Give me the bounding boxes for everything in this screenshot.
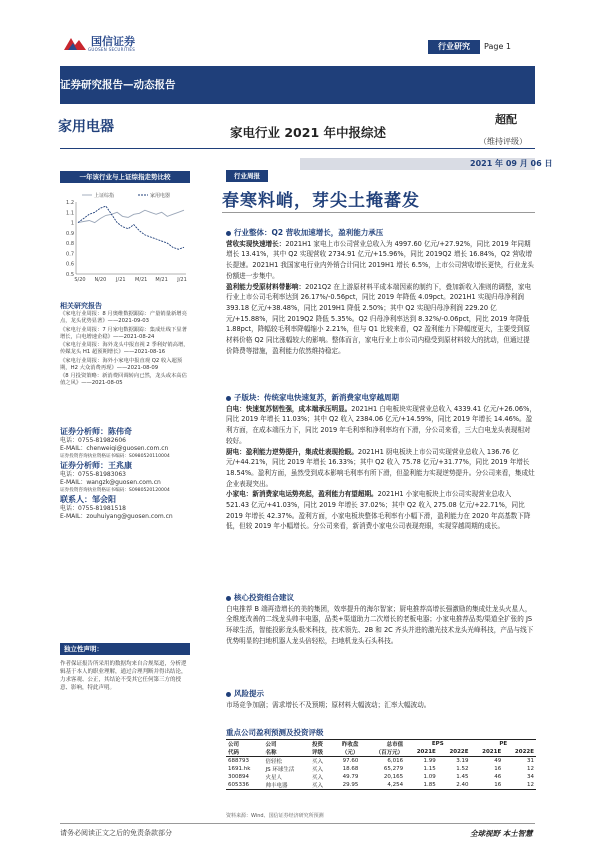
- cell: 买入: [310, 781, 331, 790]
- contact-phone: 电话：0755-81981518: [60, 505, 126, 512]
- x-tick-label: J/21: [116, 277, 126, 283]
- related-list: [60, 311, 192, 389]
- table-header: （元）: [331, 748, 360, 757]
- table-source: 资料来源：Wind、国信证券经济研究所预测: [226, 813, 324, 819]
- independence-title: 独立性声明：: [60, 643, 190, 655]
- table-header: 2021E: [471, 748, 504, 757]
- bullet-icon: [226, 692, 231, 697]
- para-lead: 盈利能力受原材料带影响：: [226, 282, 306, 291]
- cell: 65,279: [383, 766, 404, 773]
- table-header: 2022E: [503, 748, 536, 757]
- slogan: 全球视野 本土智慧: [470, 829, 533, 838]
- analyst-label: 证券分析师：: [60, 461, 108, 470]
- related-item[interactable]: 《家电行业周报：7 月家电数据跟踪：集成灶线下显著增长，白电增速企稳》——2021-08-24: [60, 326, 187, 340]
- logo-en: GUOSEN SECURITIES: [88, 47, 136, 52]
- cell: 605336: [226, 781, 263, 790]
- bullet-icon: [226, 596, 231, 601]
- table-row: [226, 773, 536, 781]
- contact-name: 邹会阳: [92, 495, 116, 504]
- table-header: PE: [471, 740, 536, 749]
- section-title: 风险提示: [234, 689, 264, 698]
- analyst-email[interactable]: E-MAIL：wangzk@guosen.com.cn: [60, 479, 161, 486]
- cell: 49: [494, 758, 502, 764]
- analyst-name: 王兆康: [108, 461, 132, 470]
- cell: 1.15: [423, 766, 436, 773]
- table-header: 公司: [226, 740, 263, 749]
- paragraph: 市场竞争加剧；需求增长不及预期；原材料大幅波动；汇率大幅波动。: [226, 700, 431, 709]
- table-header: 名称: [263, 748, 310, 757]
- analyst-email[interactable]: E-MAIL：chenweiqi@guosen.com.cn: [60, 445, 169, 452]
- section-overall: [226, 228, 536, 356]
- cell: 买入: [312, 759, 324, 765]
- cell: 12: [503, 781, 536, 790]
- guosen-logo-icon: [62, 36, 88, 52]
- y-tick-label: 0.8: [66, 241, 74, 248]
- cell: 1.52: [456, 766, 469, 773]
- cell: 1.99: [423, 758, 436, 764]
- para-lead: 白电：快速复苏韧性强，成本端承压明显。: [226, 404, 352, 413]
- y-tick-label: 1: [70, 220, 74, 227]
- contact-email[interactable]: E-MAIL：zouhuiyang@guosen.com.cn: [60, 513, 173, 520]
- paragraph: 白电推荐 B 端再造增长的美的集团，效率提升的海尔智家；厨电推荐高增长强激励的集成灶龙头火星人，全维度改善的二线龙头帅丰电器，品类+渠道助力二次增长的老板电器；小家电推荐品类/渠道全扩张的 JS 环球生活，智能投影龙头极米科技，技术领先、2B 和 2C 齐头并进的激光技术龙头光峰科技，产品与线下优势明显的扫地机器人龙头倍轻松，扫地机龙头石头科技。: [226, 604, 534, 645]
- bullet-icon: [226, 396, 231, 401]
- contact-label: 联系人：: [60, 495, 92, 504]
- cell: 2.40: [438, 781, 471, 790]
- disclaimer-note: 请务必阅读正文之后的免责条款部分: [60, 829, 172, 837]
- section-title: 核心投资组合建议: [234, 593, 294, 602]
- cell: 16: [494, 766, 502, 773]
- table-header: 代码: [226, 748, 263, 757]
- y-tick-label: 1.1: [66, 210, 74, 217]
- table-header: 评级: [310, 748, 331, 757]
- analyst-name: 陈伟奇: [108, 427, 132, 436]
- related-item[interactable]: 《家电行业周报：海外小家电中报直观 Q2 收入超预期，H2 大众消费再现》——2021-08-09: [60, 357, 183, 371]
- section-subsectors: [226, 393, 536, 532]
- cell: 18.68: [342, 766, 359, 773]
- brand-logo: [62, 34, 152, 54]
- cell: 49.79: [342, 774, 359, 781]
- cell: 1.85: [405, 781, 438, 790]
- para-lead: 厨电：盈利能力逆势提升，集成灶表现抢眼。: [226, 447, 358, 456]
- cell: 6,016: [387, 758, 404, 764]
- legend-label: 上证综指: [94, 193, 115, 199]
- bullet-icon: [226, 231, 231, 236]
- rating: 超配: [495, 113, 517, 126]
- forecast-table: [226, 739, 536, 790]
- legend-label: 家用电器: [150, 193, 171, 199]
- page-number: Page 1: [484, 42, 511, 51]
- cell: 火星人: [265, 775, 282, 782]
- cell: 买入: [312, 775, 324, 782]
- related-item[interactable]: 《8 月投资策略：新消费回调转向已然，龙头或本高估值之风》——2021-08-05: [60, 373, 187, 386]
- y-tick-label: 0.9: [66, 230, 74, 237]
- table-header: 投资: [310, 740, 331, 749]
- cell: 倍轻松: [265, 759, 282, 765]
- independence-text: 作者保证报告所采用的数据均来自合规渠道，分析逻辑基于本人的职业理解，通过合理判断并得出结论，力求客观、公正，其结论不受其它任何第三方的授意、影响，特此声明。: [60, 661, 187, 691]
- cell: 688793: [228, 758, 249, 764]
- table-row: [226, 757, 536, 766]
- report-type-tag: 行业研究: [428, 40, 480, 54]
- x-tick-label: J/21: [177, 277, 187, 283]
- para-lead: 小家电：新消费家电运势亮起，盈利能力有望超期。: [226, 490, 378, 499]
- cell: 29.95: [331, 781, 360, 790]
- cell: 46: [494, 774, 502, 781]
- related-item[interactable]: 《家电行业周报：海外龙头中报直视 2 季利好销高增，传媒龙头 H1 超预期增长》——2021-08-16: [60, 342, 189, 355]
- x-tick-label: M/21: [155, 277, 168, 283]
- cell: 1.09: [423, 774, 436, 781]
- related-title: 相关研究报告: [60, 302, 102, 310]
- analyst-block: [60, 428, 192, 461]
- y-tick-label: 0.6: [66, 261, 74, 268]
- table-header: 2022E: [438, 748, 471, 757]
- weekly-tag: 行业周报: [226, 170, 268, 182]
- x-tick-label: M/21: [135, 277, 148, 283]
- trend-chart-svg: [60, 188, 190, 288]
- cell: 20,165: [383, 774, 404, 781]
- analyst-cert: 证券投资咨询执业资格证书编码：S0980520120004: [60, 488, 170, 493]
- analyst-phone: 电话：0755-81983063: [60, 471, 126, 478]
- table-title: 重点公司盈利预测及投资评级: [226, 728, 324, 737]
- cell: 1.45: [456, 774, 469, 781]
- contact-block: [60, 496, 192, 521]
- cell: 300894: [228, 774, 249, 781]
- x-tick-label: S/20: [74, 277, 86, 283]
- analyst-label: 证券分析师：: [60, 427, 108, 436]
- cell: 12: [527, 766, 534, 773]
- analyst-block: [60, 462, 192, 495]
- table-header: 公司: [263, 740, 310, 749]
- analyst-cert: 证券投资咨询执业资格证书编码：S0980520110004: [60, 454, 170, 459]
- related-item[interactable]: 《家电行业周报：8 月奥维数据跟踪：产量销量新增亮点，龙头优势显著》——2021-09-03: [60, 311, 187, 324]
- table-header: 总市值: [360, 740, 405, 749]
- section-portfolio: [226, 593, 536, 647]
- cell: 16: [471, 781, 504, 790]
- paragraph: 2021H1 家电上市公司营业总收入为 4997.60 亿元/+27.92%，同比 2019 年同期增长 13.41%，其中 Q2 实现营收 2734.91 亿元/+15.96%，同比 2019Q2 增长 16.84%，Q2 营收增长提速。2021H1 我国家电行业内外销合计同比 2019H1 增长 6.5%，上市公司营收增长更快，行业龙头份额进一步集中。: [226, 239, 534, 280]
- para-lead: 营收实现快速增长：: [226, 239, 286, 248]
- cell: 3.19: [456, 758, 469, 764]
- report-subtitle: 家电行业 2021 年中报综述: [230, 125, 386, 140]
- paragraph: 2021H1 白电板块实现营业总收入 4339.41 亿元/+26.06%，同比 2019 年增长 11.03%；其中 Q2 收入 2384.06 亿元/+14.59%，同比 2019 年增长 14.46%。盈利方面，在成本端压力下，同比 2019 年毛利率和净利率均有下滑，分公司来看，三大白电龙头表现相对较好。: [226, 404, 536, 445]
- cell: JS 环球生活: [265, 767, 295, 774]
- table-row: [226, 765, 536, 773]
- series-line-0: [78, 210, 184, 222]
- divider: [222, 212, 535, 213]
- y-tick-label: 1.2: [66, 200, 74, 206]
- sector-name: 家用电器: [58, 119, 114, 135]
- cell: 34: [527, 774, 534, 781]
- headline: 春寒料峭，芽尖土掩蕃发: [222, 191, 420, 211]
- cell: 买入: [312, 767, 324, 774]
- banner-title: 证券研究报告—动态报告: [60, 79, 176, 91]
- section-title: 子版块：传统家电快速复苏，新消费家电穿越周期: [234, 393, 399, 402]
- rating-note: （维持评级）: [479, 137, 527, 146]
- table-header: 昨收盘: [331, 740, 360, 749]
- logo-name: 国信证券: [91, 35, 135, 48]
- y-tick-label: 0.7: [66, 251, 74, 258]
- cell: 97.60: [342, 758, 359, 764]
- paragraph: 2021H1 小家电板块上市公司实现营业总收入 521.43 亿元/+41.03%，同比 2019 年增长 37.02%；其中 Q2 收入 275.08 亿元/+22.71%，同比 2019 年增长 42.37%。盈利方面，小家电板块整体毛利率有小幅下滑，盈利能力在 2020 年高基数下降低，但较 2019 年小幅增长。分公司来看，新消费小家电公司表现亮眼，实现穿越周期的成长。: [226, 490, 531, 531]
- cell: 4,254: [360, 781, 405, 790]
- trend-chart: [60, 188, 190, 288]
- table-header: （百万元）: [360, 748, 405, 757]
- cell: 帅丰电器: [263, 781, 310, 790]
- x-tick-label: N/20: [94, 277, 107, 283]
- cell: 1691.hk: [228, 766, 251, 773]
- y-tick-label: 0.5: [66, 272, 74, 278]
- divider: [60, 148, 535, 149]
- sidebar-chart-title: 一年该行业与上证综指走势比较: [60, 171, 190, 183]
- paragraph: 2021Q2 在上游原材料平成本端因素的制约下，叠加新收入准则的调整，家电行业上市公司毛利率达到 26.17%/-0.56pct，同比 2019 年降低 4.09pct。2021H1 实现归母净利润 393.18 亿元/+38.48%，同比 2019H1 降低 2.50%；其中 Q2 实现归母净利润 229.20 亿元/+15.88%，同比 2019Q2 降低 5.35%。Q2 归母净利率达到 8.32%/-0.06pct，同比 2019 年降低 1.88pct，降幅较毛利率降幅缩小 2.21%，但与 Q1 比较来看，Q2 盈利能力下降幅度更大，主要受到原材料价格 Q2 同比涨幅较大的影响。整体而言，家电行业上市公司内稳受到原材料较大的扰动，但通过提价降费等措施，盈利能力依然维持稳定。: [226, 282, 532, 355]
- table-row: [226, 781, 536, 790]
- analyst-phone: 电话：0755-81982606: [60, 437, 126, 444]
- series-line-1: [78, 206, 184, 249]
- table-header: 2021E: [405, 748, 438, 757]
- report-date: 2021 年 09 月 06 日: [470, 159, 553, 168]
- section-title: 行业整体：Q2 营收加速增长，盈利能力承压: [234, 228, 384, 237]
- table-header: EPS: [405, 740, 470, 749]
- cell: 31: [527, 758, 534, 764]
- section-risk: [226, 689, 536, 710]
- divider: [60, 823, 535, 824]
- paragraph: 2021H1 厨电板块上市公司实现营业总收入 136.76 亿元/+44.21%，同比 2019 年增长 16.33%；其中 Q2 收入 75.78 亿元/+31.77%，同比 2019 年增长 18.54%。盈利方面，虽然受到成本影响毛利率有所下滑，但盈利能力实现逆势提升。分公司来看，集成灶企业表现突出。: [226, 447, 535, 488]
